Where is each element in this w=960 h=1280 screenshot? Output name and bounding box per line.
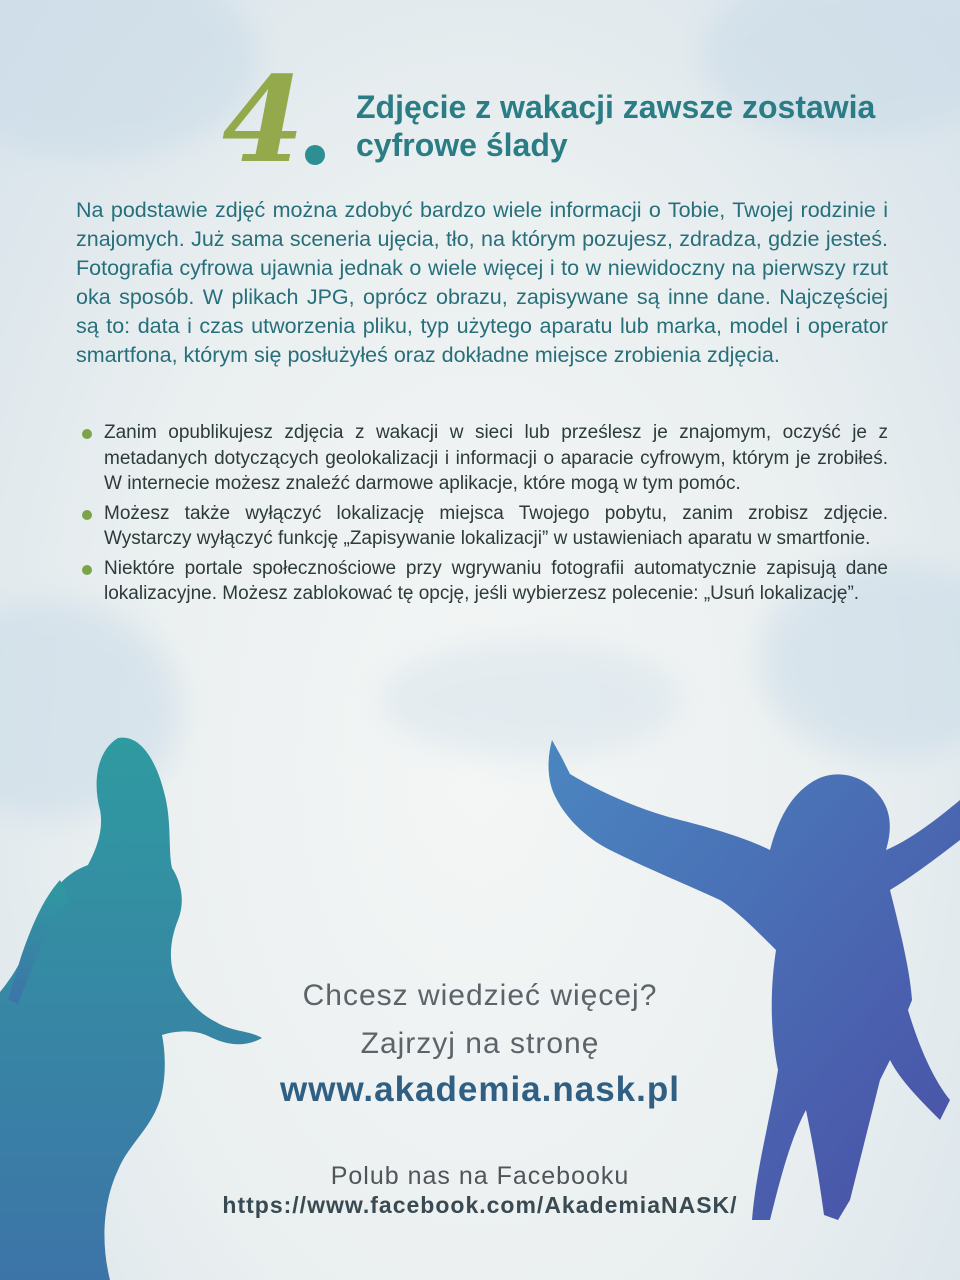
section-number: 4 bbox=[222, 50, 305, 189]
tip-text: Zanim opublikujesz zdjęcia z wakacji w sieci lub prześlesz je znajomym, oczyść je z metadanych dotyczących geolokalizacji i informacji o aparacie cyfrowym, którym je zrobiłeś. W internecie możesz znaleźć darmowe aplikacje, które mogą w tym pomóc. bbox=[104, 422, 888, 494]
intro-paragraph: Na podstawie zdjęć można zdobyć bardzo wiele informacji o Tobie, Twojej rodzinie i znajomych. Już sama sceneria ujęcia, tło, na którym pozujesz, zdradza, gdzie jesteś. Fotografia cyfrowa ujawnia jednak o wiele więcej i to w niewidoczny na pierwszy rzut oka sposób. W plikach JPG, oprócz obrazu, zapisywane są inne dane. Najczęściej są to: data i czas utworzenia pliku, typ użytego aparatu lub marka, model i operator smartfona, którym się posłużyłeś oraz dokładne miejsce zrobienia zdjęcia. bbox=[76, 198, 888, 367]
section-title bbox=[356, 88, 916, 164]
bullet-dot-icon bbox=[82, 510, 92, 520]
facebook-link[interactable]: https://www.facebook.com/AkademiaNASK/ bbox=[222, 1192, 738, 1218]
tip-text: Możesz także wyłączyć lokalizację miejsca Twojego pobytu, zanim zrobisz zdjęcie. Wystarczy wyłączyć funkcję „Zapisywanie lokalizacji” w ustawieniach aparatu w smartfonie. bbox=[104, 502, 888, 549]
bullet-dot-icon bbox=[82, 565, 92, 575]
website-link[interactable]: www.akademia.nask.pl bbox=[280, 1070, 680, 1109]
title-line-2: cyfrowe ślady bbox=[356, 127, 568, 163]
title-line-1: Zdjęcie z wakacji zawsze zostawia bbox=[356, 89, 876, 125]
list-item bbox=[80, 501, 888, 552]
background-cloud bbox=[0, 0, 260, 160]
facebook-prompt: Polub nas na Facebooku bbox=[330, 1162, 630, 1190]
bullet-dot-icon bbox=[82, 429, 92, 439]
section-number-dot bbox=[305, 145, 325, 165]
tip-text: Niektóre portale społecznościowe przy wgrywaniu fotografii automatycznie zapisują dane lokalizacyjne. Możesz zablokować tę opcję, jeśli wybierzesz polecenie: „Usuń lokalizację”. bbox=[104, 557, 888, 604]
visit-website-prompt: Zajrzyj na stronę bbox=[360, 1027, 600, 1060]
list-item bbox=[80, 420, 888, 497]
tips-list bbox=[80, 420, 888, 611]
list-item bbox=[80, 556, 888, 607]
more-info-question: Chcesz wiedzieć więcej? bbox=[302, 979, 658, 1012]
